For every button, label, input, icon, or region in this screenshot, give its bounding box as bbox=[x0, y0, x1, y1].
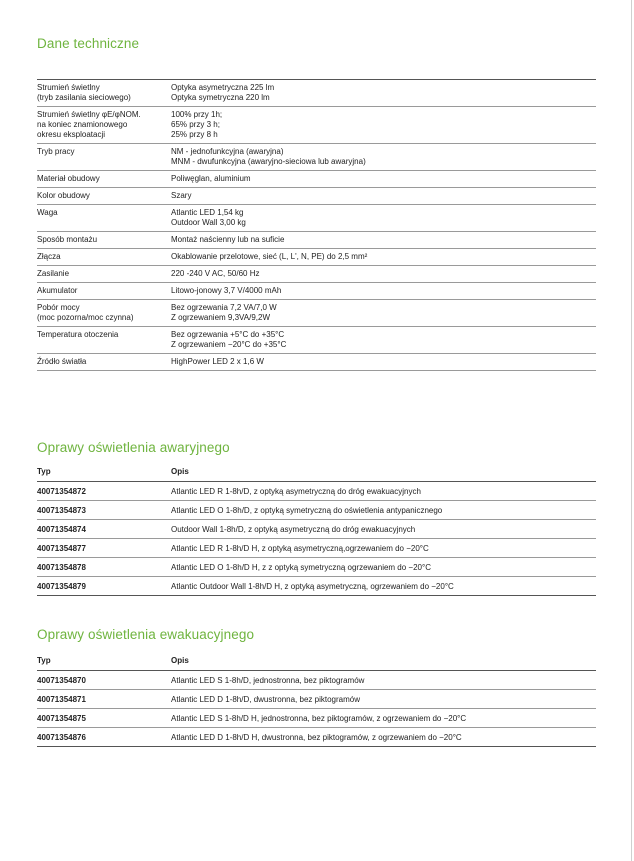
column-desc-header: Opis bbox=[171, 656, 596, 671]
emergency-header-row bbox=[37, 467, 596, 482]
cell-line: Bez ogrzewania 7,2 VA/7,0 W bbox=[171, 303, 277, 312]
cell-line: Materiał obudowy bbox=[37, 174, 100, 183]
cell-line: Akumulator bbox=[37, 286, 78, 295]
cell-line: (moc pozorna/moc czynna) bbox=[37, 313, 134, 322]
cell-line: HighPower LED 2 x 1,6 W bbox=[171, 357, 264, 366]
cell-line: Szary bbox=[171, 191, 192, 200]
technical-data-table bbox=[37, 79, 596, 371]
table-row bbox=[37, 482, 596, 501]
cell-line: Waga bbox=[37, 208, 58, 217]
product-code: 40071354874 bbox=[37, 520, 171, 539]
emergency-table bbox=[37, 467, 596, 596]
spec-label bbox=[37, 354, 171, 371]
cell-line: Litowo-jonowy 3,7 V/4000 mAh bbox=[171, 286, 282, 295]
product-code: 40071354876 bbox=[37, 728, 171, 747]
spec-label bbox=[37, 80, 171, 107]
evacuation-table bbox=[37, 656, 596, 747]
cell-line: Strumień świetlny φE/φNOM. bbox=[37, 110, 141, 119]
cell-line: Temperatura otoczenia bbox=[37, 330, 119, 339]
column-type-header: Typ bbox=[37, 656, 171, 671]
table-row bbox=[37, 520, 596, 539]
cell-line: 65% przy 3 h; bbox=[171, 120, 220, 129]
cell-line: Atlantic LED 1,54 kg bbox=[171, 208, 244, 217]
spec-value bbox=[171, 107, 596, 144]
spec-value bbox=[171, 327, 596, 354]
spec-row bbox=[37, 327, 596, 354]
spec-row bbox=[37, 144, 596, 171]
spec-value bbox=[171, 249, 596, 266]
spec-label bbox=[37, 107, 171, 144]
spec-row bbox=[37, 249, 596, 266]
spec-row bbox=[37, 300, 596, 327]
product-code: 40071354878 bbox=[37, 558, 171, 577]
spec-label bbox=[37, 188, 171, 205]
spec-value bbox=[171, 266, 596, 283]
table-row bbox=[37, 690, 596, 709]
spec-row bbox=[37, 354, 596, 371]
page-edge bbox=[631, 0, 632, 861]
table-row bbox=[37, 501, 596, 520]
product-description: Atlantic LED R 1-8h/D H, z optyką asymetryczną,ogrzewaniem do −20°C bbox=[171, 539, 596, 558]
product-description: Atlantic LED O 1-8h/D, z optyką symetryczną do oświetlenia antypanicznego bbox=[171, 501, 596, 520]
spec-row bbox=[37, 205, 596, 232]
table-row bbox=[37, 671, 596, 690]
spec-row bbox=[37, 266, 596, 283]
column-type-header: Typ bbox=[37, 467, 171, 482]
evacuation-header-row bbox=[37, 656, 596, 671]
cell-line: Pobór mocy bbox=[37, 303, 80, 312]
spec-row bbox=[37, 171, 596, 188]
cell-line: Sposób montażu bbox=[37, 235, 98, 244]
product-description: Atlantic LED D 1-8h/D, dwustronna, bez piktogramów bbox=[171, 690, 596, 709]
product-code: 40071354870 bbox=[37, 671, 171, 690]
spec-label bbox=[37, 300, 171, 327]
cell-line: 220 -240 V AC, 50/60 Hz bbox=[171, 269, 260, 278]
spec-label bbox=[37, 171, 171, 188]
product-description: Atlantic LED O 1-8h/D H, z z optyką symetryczną ogrzewaniem do −20°C bbox=[171, 558, 596, 577]
spec-row bbox=[37, 188, 596, 205]
product-code: 40071354872 bbox=[37, 482, 171, 501]
cell-line: Outdoor Wall 3,00 kg bbox=[171, 218, 246, 227]
cell-line: Bez ogrzewania +5°C do +35°C bbox=[171, 330, 285, 339]
spec-row bbox=[37, 283, 596, 300]
spec-value bbox=[171, 188, 596, 205]
spec-label bbox=[37, 266, 171, 283]
spec-row bbox=[37, 80, 596, 107]
cell-line: Optyka symetryczna 220 lm bbox=[171, 93, 270, 102]
spec-label bbox=[37, 232, 171, 249]
product-description: Outdoor Wall 1-8h/D, z optyką asymetryczną do dróg ewakuacyjnych bbox=[171, 520, 596, 539]
cell-line: Optyka asymetryczna 225 lm bbox=[171, 83, 275, 92]
cell-line: Tryb pracy bbox=[37, 147, 75, 156]
column-desc-header: Opis bbox=[171, 467, 596, 482]
cell-line: Strumień świetlny bbox=[37, 83, 100, 92]
cell-line: NM - jednofunkcyjna (awaryjna) bbox=[171, 147, 284, 156]
spec-value bbox=[171, 205, 596, 232]
cell-line: 100% przy 1h; bbox=[171, 110, 223, 119]
cell-line: okresu eksploatacji bbox=[37, 130, 106, 139]
technical-data-heading: Dane techniczne bbox=[37, 36, 140, 51]
table-row bbox=[37, 577, 596, 596]
cell-line: Zasilanie bbox=[37, 269, 70, 278]
spec-value bbox=[171, 354, 596, 371]
product-code: 40071354871 bbox=[37, 690, 171, 709]
cell-line: Kolor obudowy bbox=[37, 191, 90, 200]
evacuation-body bbox=[37, 671, 596, 747]
spec-row bbox=[37, 232, 596, 249]
spec-value bbox=[171, 283, 596, 300]
cell-line: MNM - dwufunkcyjna (awaryjno-sieciowa lub awaryjna) bbox=[171, 157, 366, 166]
spec-label bbox=[37, 283, 171, 300]
spec-label bbox=[37, 327, 171, 354]
spec-label bbox=[37, 205, 171, 232]
cell-line: Okablowanie przelotowe, sieć (L, L', N, PE) do 2,5 mm² bbox=[171, 252, 368, 261]
cell-line: Źródło światła bbox=[37, 357, 87, 366]
table-row bbox=[37, 728, 596, 747]
cell-line: Poliwęglan, aluminium bbox=[171, 174, 251, 183]
cell-line: 25% przy 8 h bbox=[171, 130, 218, 139]
emergency-body bbox=[37, 482, 596, 596]
table-row bbox=[37, 558, 596, 577]
product-code: 40071354875 bbox=[37, 709, 171, 728]
cell-line: Złącza bbox=[37, 252, 61, 261]
product-code: 40071354873 bbox=[37, 501, 171, 520]
cell-line: Montaż naścienny lub na suficie bbox=[171, 235, 285, 244]
spec-value bbox=[171, 300, 596, 327]
spec-label bbox=[37, 249, 171, 266]
product-code: 40071354877 bbox=[37, 539, 171, 558]
product-description: Atlantic Outdoor Wall 1-8h/D H, z optyką asymetryczną, ogrzewaniem do −20°C bbox=[171, 577, 596, 596]
spec-value bbox=[171, 171, 596, 188]
product-description: Atlantic LED R 1-8h/D, z optyką asymetryczną do dróg ewakuacyjnych bbox=[171, 482, 596, 501]
cell-line: Z ogrzewaniem 9,3VA/9,2W bbox=[171, 313, 271, 322]
spec-row bbox=[37, 107, 596, 144]
table-row bbox=[37, 539, 596, 558]
cell-line: na koniec znamionowego bbox=[37, 120, 128, 129]
table-row bbox=[37, 709, 596, 728]
spec-value bbox=[171, 144, 596, 171]
technical-data-body bbox=[37, 80, 596, 371]
product-code: 40071354879 bbox=[37, 577, 171, 596]
cell-line: (tryb zasilania sieciowego) bbox=[37, 93, 131, 102]
evacuation-heading: Oprawy oświetlenia ewakuacyjnego bbox=[37, 627, 255, 642]
product-description: Atlantic LED S 1-8h/D, jednostronna, bez piktogramów bbox=[171, 671, 596, 690]
spec-label bbox=[37, 144, 171, 171]
cell-line: Z ogrzewaniem −20°C do +35°C bbox=[171, 340, 287, 349]
spec-value bbox=[171, 232, 596, 249]
product-description: Atlantic LED S 1-8h/D H, jednostronna, bez piktogramów, z ogrzewaniem do −20°C bbox=[171, 709, 596, 728]
emergency-heading: Oprawy oświetlenia awaryjnego bbox=[37, 440, 230, 455]
spec-value bbox=[171, 80, 596, 107]
product-description: Atlantic LED D 1-8h/D H, dwustronna, bez piktogramów, z ogrzewaniem do −20°C bbox=[171, 728, 596, 747]
